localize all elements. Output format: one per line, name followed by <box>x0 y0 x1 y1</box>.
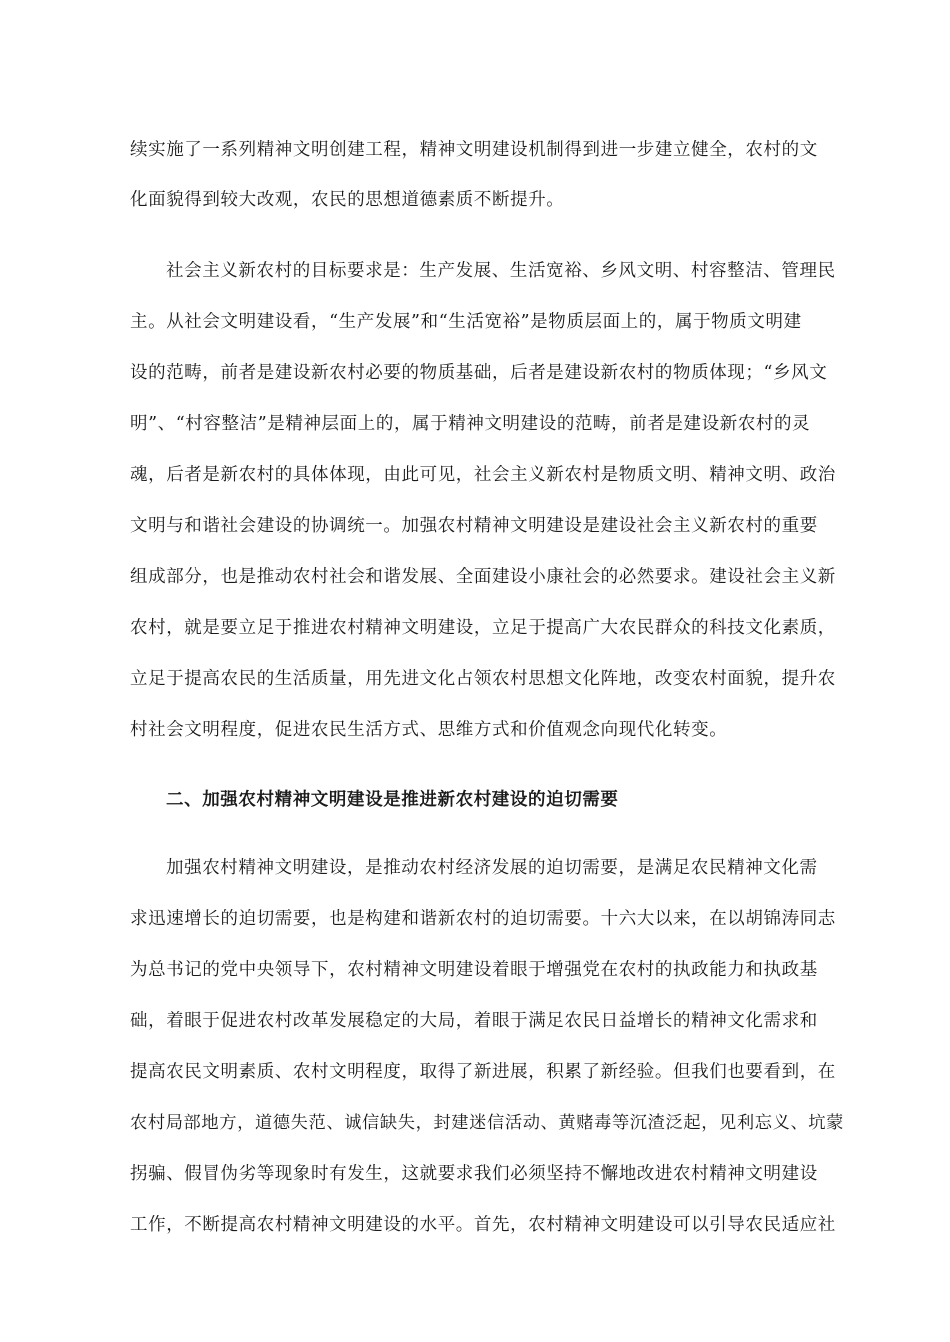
section-heading: 二、加强农村精神文明建设是推进新农村建设的迫切需要 <box>166 790 619 810</box>
text-line: 求迅速增长的迫切需要，也是构建和谐新农村的迫切需要。十六大以来，在以胡锦涛同志 <box>130 909 836 929</box>
text-line: 续实施了一系列精神文明创建工程，精神文明建设机制得到进一步建立健全，农村的文 <box>130 140 818 160</box>
text-line-indented: 社会主义新农村的目标要求是：生产发展、生活宽裕、乡风文明、村容整洁、管理民 <box>166 261 836 281</box>
text-line: 农村，就是要立足于推进农村精神文明建设，立足于提高广大农民群众的科技文化素质， <box>130 618 836 638</box>
text-line: 化面貌得到较大改观，农民的思想道德素质不断提升。 <box>130 190 565 210</box>
text-line: 设的范畴，前者是建设新农村必要的物质基础，后者是建设新农村的物质体现；“乡风文 <box>130 363 828 383</box>
text-line: 明”、“村容整洁”是精神层面上的，属于精神文明建设的范畴，前者是建设新农村的灵 <box>130 414 811 434</box>
text-line: 魂，后者是新农村的具体体现，由此可见，社会主义新农村是物质文明、精神文明、政治 <box>130 465 836 485</box>
text-line: 农村局部地方，道德失范、诚信缺失，封建迷信活动、黄赌毒等沉渣泛起，见利忘义、坑蒙 <box>130 1113 845 1133</box>
text-line: 组成部分，也是推动农村社会和谐发展、全面建设小康社会的必然要求。建设社会主义新 <box>130 567 836 587</box>
text-line: 立足于提高农民的生活质量，用先进文化占领农村思想文化阵地，改变农村面貌，提升农 <box>130 669 836 689</box>
text-line: 主。从社会文明建设看，“生产发展”和“生活宽裕”是物质层面上的，属于物质文明建 <box>130 312 802 332</box>
text-line: 提高农民文明素质、农村文明程度，取得了新进展，积累了新经验。但我们也要看到，在 <box>130 1062 836 1082</box>
text-line: 为总书记的党中央领导下，农村精神文明建设着眼于增强党在农村的执政能力和执政基 <box>130 960 818 980</box>
text-line: 拐骗、假冒伪劣等现象时有发生，这就要求我们必须坚持不懈地改进农村精神文明建设 <box>130 1164 818 1184</box>
text-line-indented: 加强农村精神文明建设，是推动农村经济发展的迫切需要，是满足农民精神文化需 <box>166 858 818 878</box>
text-line: 工作，不断提高农村精神文明建设的水平。首先，农村精神文明建设可以引导农民适应社 <box>130 1215 836 1235</box>
text-line: 础，着眼于促进农村改革发展稳定的大局，着眼于满足农民日益增长的精神文化需求和 <box>130 1011 818 1031</box>
text-line: 村社会文明程度，促进农民生活方式、思维方式和价值观念向现代化转变。 <box>130 720 728 740</box>
text-line: 文明与和谐社会建设的协调统一。加强农村精神文明建设是建设社会主义新农村的重要 <box>130 516 818 536</box>
